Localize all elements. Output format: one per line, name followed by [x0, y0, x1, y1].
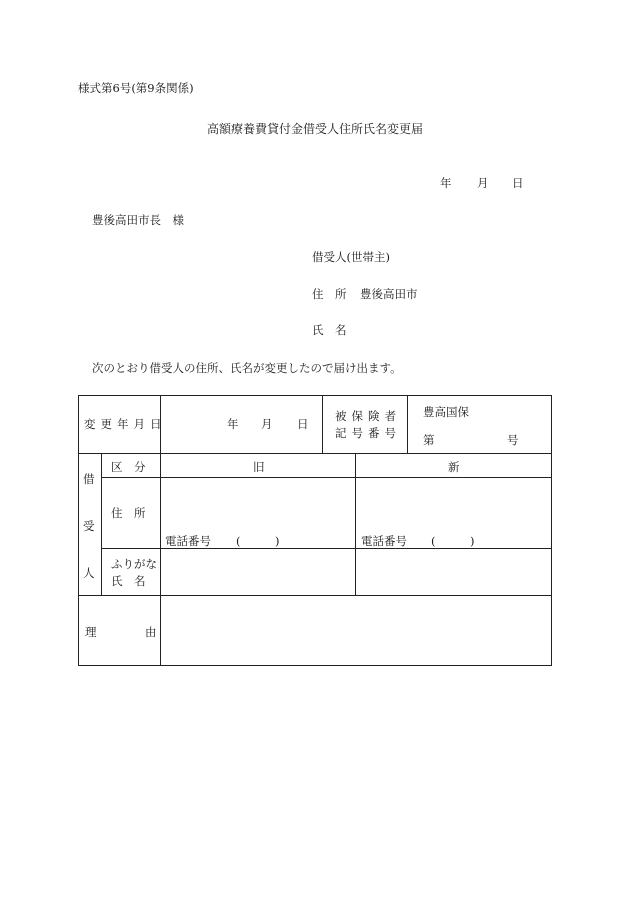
applicant-name-label: 氏 名 — [312, 323, 347, 337]
reason-label-1: 理 — [85, 625, 97, 639]
insured-no-prefix: 第 — [423, 433, 435, 447]
reason-label-2: 由 — [145, 625, 157, 639]
borrower-char-2: 受 — [83, 519, 95, 533]
change-date-label: 変更年月日 — [84, 417, 167, 431]
old-phone-label: 電話番号 — [165, 534, 211, 548]
date-day: 日 — [512, 176, 524, 190]
borrower-char-3: 人 — [83, 566, 95, 580]
form-number: 様式第6号(第9条関係) — [78, 81, 194, 95]
applicant-address-label: 住 所 — [312, 287, 347, 301]
name-label: 氏 名 — [111, 574, 146, 588]
category-label: 区 分 — [111, 460, 146, 474]
address-label: 住 所 — [111, 506, 146, 520]
insured-label-2: 記号番号 — [335, 426, 401, 440]
furigana-label: ふりがな — [111, 557, 157, 571]
change-date-day: 日 — [297, 417, 309, 431]
applicant-role: 借受人(世帯主) — [312, 250, 390, 264]
date-month: 月 — [477, 176, 489, 190]
change-date-month: 月 — [261, 417, 273, 431]
addressee: 豊後高田市長 様 — [92, 213, 184, 227]
date-year: 年 — [440, 176, 452, 190]
old-label: 旧 — [253, 460, 265, 474]
intro-text: 次のとおり借受人の住所、氏名が変更したので届け出ます。 — [92, 361, 402, 375]
old-phone-parens: ( ) — [236, 534, 280, 548]
change-form-table — [78, 395, 552, 666]
change-date-year: 年 — [227, 417, 239, 431]
form-title: 高額療養費貸付金借受人住所氏名変更届 — [207, 122, 424, 136]
new-phone-parens: ( ) — [431, 534, 475, 548]
insured-prefix: 豊高国保 — [423, 405, 469, 419]
insured-no-suffix: 号 — [507, 433, 519, 447]
applicant-address-value: 豊後高田市 — [360, 287, 418, 301]
insured-label-1: 被保険者 — [335, 409, 401, 423]
borrower-char-1: 借 — [83, 472, 95, 486]
new-phone-label: 電話番号 — [361, 534, 407, 548]
new-label: 新 — [448, 460, 460, 474]
